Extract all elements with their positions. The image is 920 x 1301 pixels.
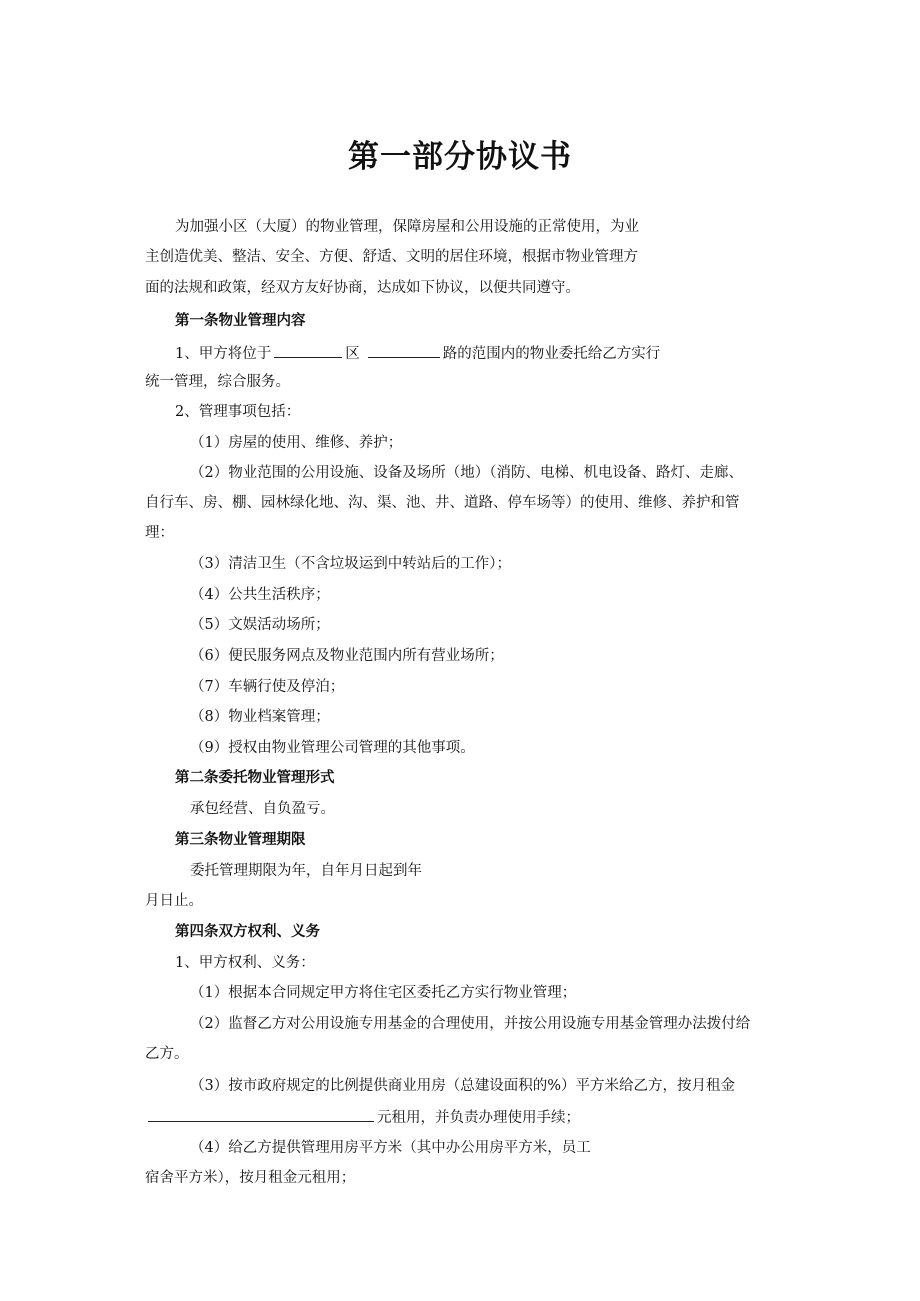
intro-line-3: 面的法规和政策，经双方友好协商，达成如下协议，以便共同遵守。 — [145, 280, 580, 296]
article-4-clause-1: 1、甲方权利、义务： — [175, 955, 315, 971]
article-1-clause-2: 2、管理事项包括： — [175, 404, 301, 420]
item-7: （7）车辆行使及停泊； — [190, 679, 345, 695]
item-2-line-3: 理： — [145, 525, 174, 541]
clause-1-mid: 区 — [345, 346, 360, 362]
item-9: （9）授权由物业管理公司管理的其他事项。 — [190, 740, 475, 756]
rent-blank — [148, 1106, 374, 1122]
a4-item-3-line-2 — [145, 1106, 580, 1128]
article-3-heading: 第三条物业管理期限 — [175, 831, 306, 848]
article-1-clause-1-cont: 统一管理，综合服务。 — [145, 374, 290, 390]
a4-item-1: （1）根据本合同规定甲方将住宅区委托乙方实行物业管理； — [190, 985, 577, 1001]
road-blank — [368, 342, 440, 358]
page-title: 第一部分协议书 — [348, 139, 572, 175]
article-2-heading: 第二条委托物业管理形式 — [175, 769, 335, 786]
article-3-line-1: 委托管理期限为年，自年月日起到年 — [190, 863, 422, 879]
item-3: （3）清洁卫生（不含垃圾运到中转站后的工作）； — [190, 556, 511, 572]
a4-item-4-line-2: 宿舍平方米），按月租金元租用； — [145, 1170, 356, 1186]
item-2-line-2: 自行车、房、棚、园林绿化地、沟、渠、池、井、道路、停车场等）的使用、维修、养护和管 — [145, 495, 740, 511]
a4-item-3-line-1: （3）按市政府规定的比例提供商业用房（总建设面积的%）平方米给乙方，按月租金 — [190, 1078, 735, 1094]
item-4: （4）公共生活秩序； — [190, 587, 330, 603]
a4-item-3-line-2-text: 元租用，并负责办理使用手续； — [377, 1110, 580, 1126]
item-1: （1）房屋的使用、维修、养护； — [190, 435, 403, 451]
a4-item-2-line-1: （2）监督乙方对公用设施专用基金的合理使用，并按公用设施专用基金管理办法拨付给 — [190, 1016, 751, 1032]
a4-item-4-line-1: （4）给乙方提供管理用房平方米（其中办公用房平方米，员工 — [190, 1140, 591, 1156]
item-2-line-1: （2）物业范围的公用设施、设备及场所（地）（消防、电梯、机电设备、路灯、走廊、 — [190, 465, 743, 481]
article-1-clause-1 — [175, 342, 660, 364]
a4-item-2-line-2: 乙方。 — [145, 1046, 189, 1062]
item-6: （6）便民服务网点及物业范围内所有营业场所； — [190, 648, 504, 664]
intro-line-2: 主创造优美、整洁、安全、方便、舒适、文明的居住环境，根据市物业管理方 — [145, 249, 638, 265]
article-1-heading: 第一条物业管理内容 — [175, 312, 306, 329]
item-5: （5）文娱活动场所； — [190, 617, 330, 633]
clause-1-prefix: 1、甲方将位于 — [175, 346, 272, 362]
article-3-line-2: 月日止。 — [145, 893, 203, 909]
item-8: （8）物业档案管理； — [190, 709, 330, 725]
article-2-text: 承包经营、自负盈亏。 — [190, 801, 335, 817]
district-blank — [274, 342, 342, 358]
clause-1-suffix: 路的范围内的物业委托给乙方实行 — [442, 346, 661, 362]
intro-line-1: 为加强小区（大厦）的物业管理，保障房屋和公用设施的正常使用，为业 — [175, 219, 639, 235]
article-4-heading: 第四条双方权利、义务 — [175, 923, 320, 940]
